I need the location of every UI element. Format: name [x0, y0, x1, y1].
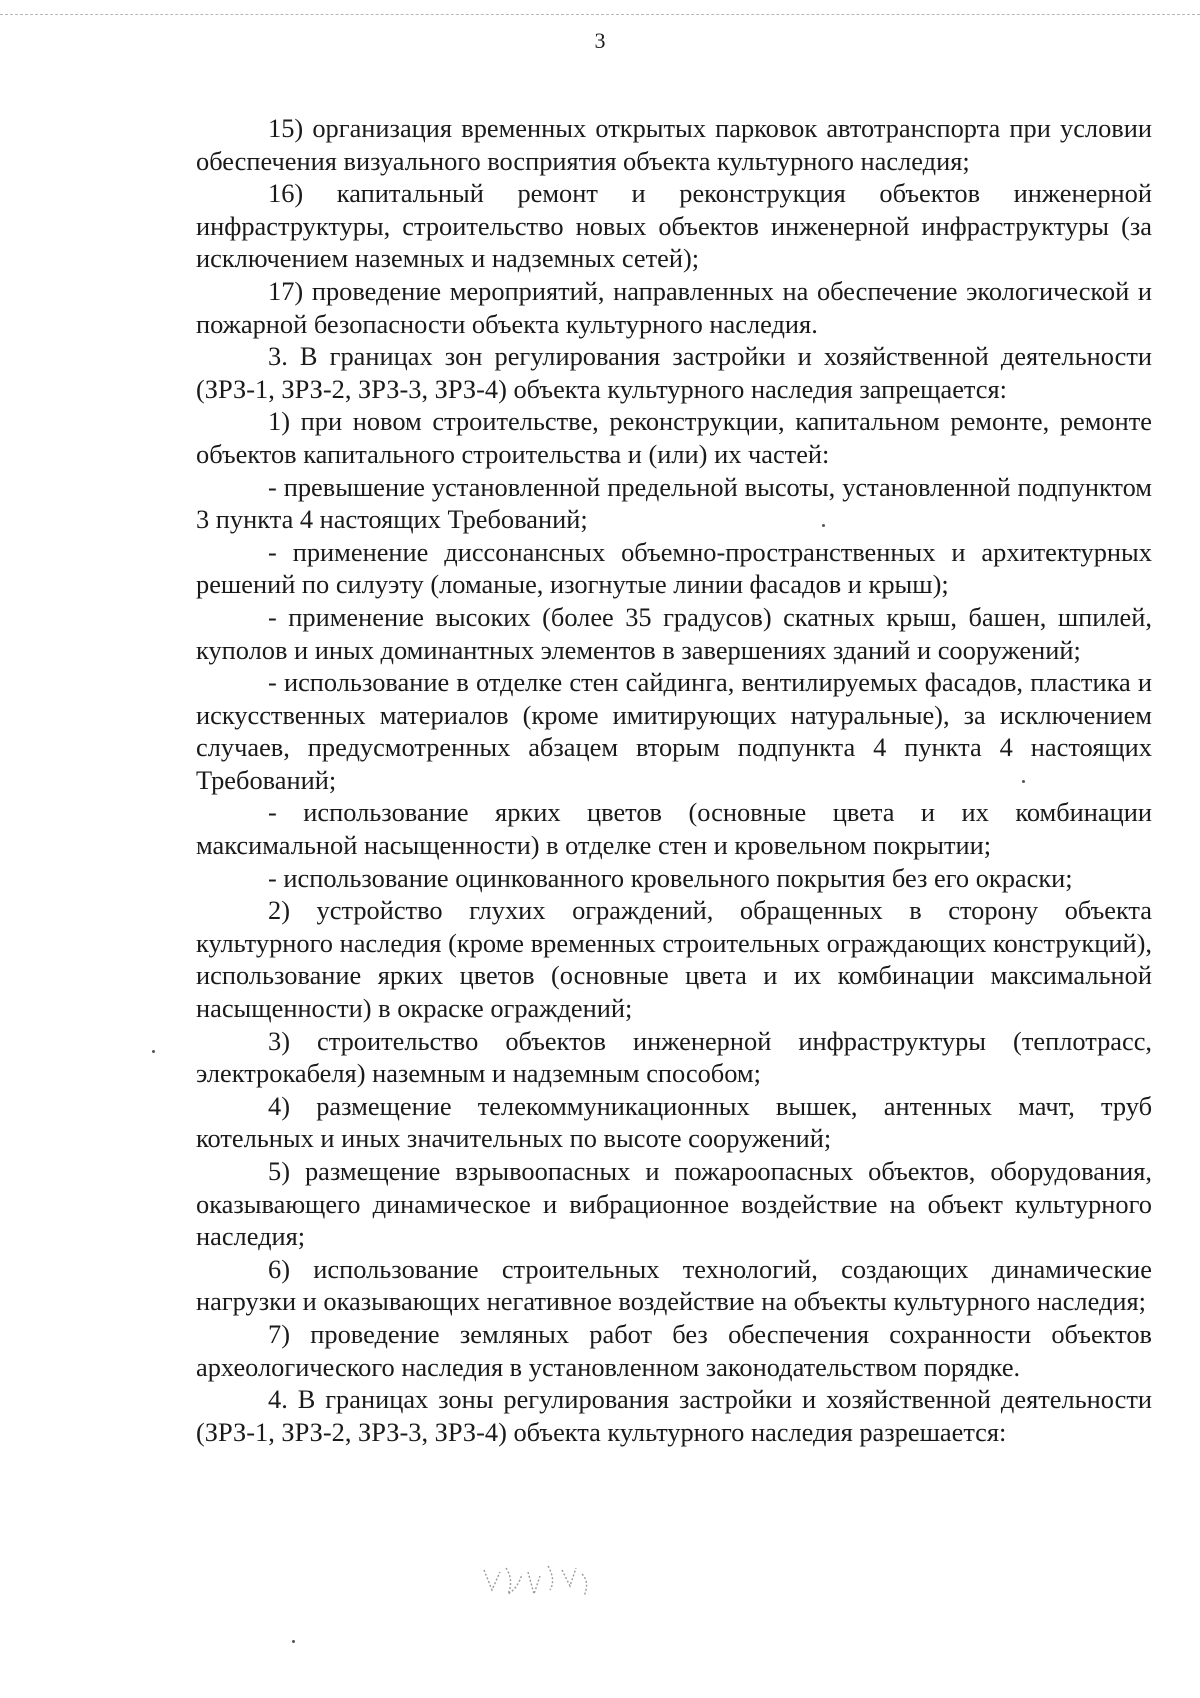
- paragraph-item-15: 15) организация временных открытых парковок автотранспорта при условии обеспечения визуального восприятия объекта культурного наследия;: [196, 113, 1152, 176]
- scan-top-edge: [0, 14, 1200, 23]
- paragraph-dash-silhouette: - применение диссонансных объемно-пространственных и архитектурных решений по силуэту (ломаные, изогнутые линии фасадов и крыш);: [196, 536, 1152, 600]
- scan-speck: [822, 524, 825, 527]
- paragraph-dash-height: - превышение установленной предельной высоты, установленной подпунктом 3 пункта 4 настоящих Требований;: [196, 471, 1152, 535]
- document-body: [196, 112, 1152, 1448]
- scan-speck: [292, 1640, 295, 1643]
- faint-stamp-mark: [478, 1560, 598, 1610]
- page-number: 3: [594, 28, 606, 53]
- paragraph-section-4: 4. В границах зоны регулирования застройки и хозяйственной деятельности (ЗРЗ-1, ЗРЗ-2, ЗРЗ-3, ЗРЗ-4) объекта культурного наследия разрешается:: [196, 1384, 1152, 1447]
- paragraph-subitem-5: 5) размещение взрывоопасных и пожароопасных объектов, оборудования, оказывающего динамическое и вибрационное воздействие на объект культурного наследия;: [196, 1156, 1152, 1252]
- paragraph-dash-siding: - использование в отделке стен сайдинга, вентилируемых фасадов, пластика и искусственных материалов (кроме имитирующих натуральные), за исключением случаев, предусмотренных абзацем вторым подпункта 4 пункта 4 настоящих Требований;: [196, 667, 1152, 795]
- paragraph-item-17: 17) проведение мероприятий, направленных на обеспечение экологической и пожарной безопасности объекта культурного наследия.: [196, 275, 1152, 339]
- paragraph-item-16: 16) капитальный ремонт и реконструкция объектов инженерной инфраструктуры, строительство новых объектов инженерной инфраструктуры (за исключением наземных и надземных сетей);: [196, 178, 1152, 274]
- paragraph-subitem-2: 2) устройство глухих ограждений, обращенных в сторону объекта культурного наследия (кроме временных строительных ограждающих конструкций), использование ярких цветов (основные цвета и их комбинации максимальной насыщенности) в окраске ограждений;: [196, 895, 1152, 1024]
- scan-speck: [152, 1050, 155, 1053]
- paragraph-subitem-3: 3) строительство объектов инженерной инфраструктуры (теплотрасс, электрокабеля) наземным и надземным способом;: [196, 1025, 1152, 1089]
- paragraph-dash-bright-colors: - использование ярких цветов (основные цвета и их комбинации максимальной насыщенности) в отделке стен и кровельном покрытии;: [196, 797, 1152, 861]
- paragraph-subitem-4: 4) размещение телекоммуникационных вышек, антенных мачт, труб котельных и иных значительных по высоте сооружений;: [196, 1090, 1152, 1154]
- paragraph-section-3: 3. В границах зон регулирования застройки и хозяйственной деятельности (ЗРЗ-1, ЗРЗ-2, ЗРЗ-3, ЗРЗ-4) объекта культурного наследия запрещается:: [196, 341, 1152, 404]
- scan-speck: [1022, 780, 1025, 783]
- paragraph-dash-galvanized-roof: - использование оцинкованного кровельного покрытия без его окраски;: [268, 862, 1073, 893]
- paragraph-dash-roofs: - применение высоких (более 35 градусов) скатных крыш, башен, шпилей, куполов и иных доминантных элементов в завершениях зданий и сооружений;: [196, 601, 1152, 665]
- paragraph-subitem-7: 7) проведение земляных работ без обеспечения сохранности объектов археологического наследия в установленном законодательством порядке.: [196, 1318, 1152, 1382]
- paragraph-subitem-6: 6) использование строительных технологий, создающих динамические нагрузки и оказывающих негативное воздействие на объекты культурного наследия;: [196, 1253, 1152, 1317]
- paragraph-subitem-1: 1) при новом строительстве, реконструкции, капитальном ремонте, ремонте объектов капитального строительства и (или) их частей:: [196, 406, 1152, 469]
